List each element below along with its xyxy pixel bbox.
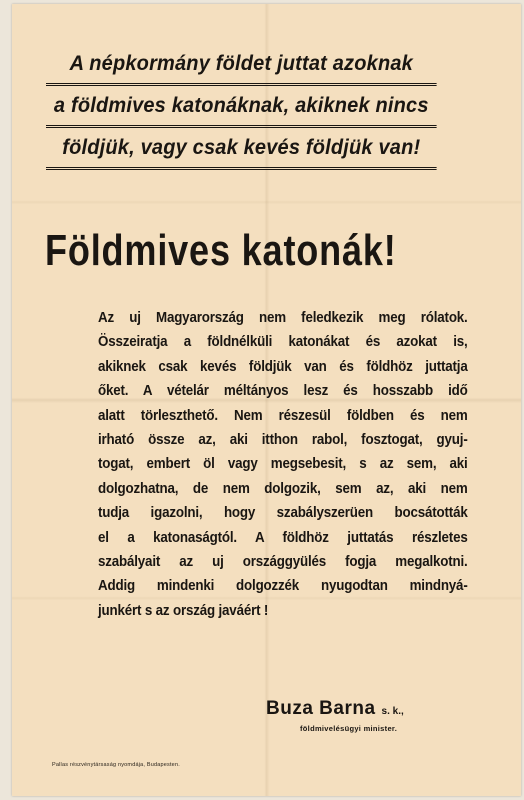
body-line-last: junkért s az ország javáért !: [98, 601, 269, 619]
body-line: Az uj Magyarország nem feledkezik meg rólatok.: [98, 309, 468, 326]
body-line: tudja igazolni, hogy szabályszerüen bocsátották: [98, 504, 468, 522]
body-line: őket. A vételár méltányos lesz és hosszabb idő: [98, 382, 468, 400]
signature-name: Buza Barna: [266, 698, 376, 719]
body-line: el a katonaságtól. A földhöz juttatás részletes: [98, 528, 468, 546]
body-line: togat, embert öl vagy megsebesit, s az sem, aki: [98, 455, 468, 473]
body-line: alatt törleszthető. Nem részesül földben és nem: [98, 406, 468, 424]
body-line: akiknek csak kevés földjük van és földhöz juttatja: [98, 357, 468, 375]
headline-line-3: földjük, vagy csak kevés földjük van!: [46, 130, 437, 170]
body-line: Összeiratja a földnélküli katonákat és azokat is,: [98, 333, 468, 351]
headline-line-1: A népkormány földet juttat azoknak: [46, 46, 437, 86]
poster-sheet: [12, 4, 521, 796]
printer-imprint: Pallas részvénytársaság nyomdája, Budapesten.: [52, 762, 180, 768]
signature-title: földmivelésügyi minister.: [300, 724, 398, 733]
body-text: [98, 306, 468, 623]
body-line: irható össze az, aki itthon rabol, fosztogat, gyuj-: [98, 431, 468, 449]
body-line: dolgozhatna, de nem dolgozik, sem az, aki nem: [98, 479, 468, 497]
body-line: szabályait az uj országgyülés fogja megalkotni.: [98, 553, 468, 571]
signature-block: [266, 698, 404, 733]
signature-suffix: s. k.,: [381, 706, 404, 717]
poster-title: Földmives katonák!: [45, 226, 397, 275]
headline: [46, 46, 437, 170]
body-line: Addig mindenki dolgozzék nyugodtan mindnyá-: [98, 577, 468, 595]
headline-line-2: a földmives katonáknak, akiknek nincs: [46, 88, 437, 128]
